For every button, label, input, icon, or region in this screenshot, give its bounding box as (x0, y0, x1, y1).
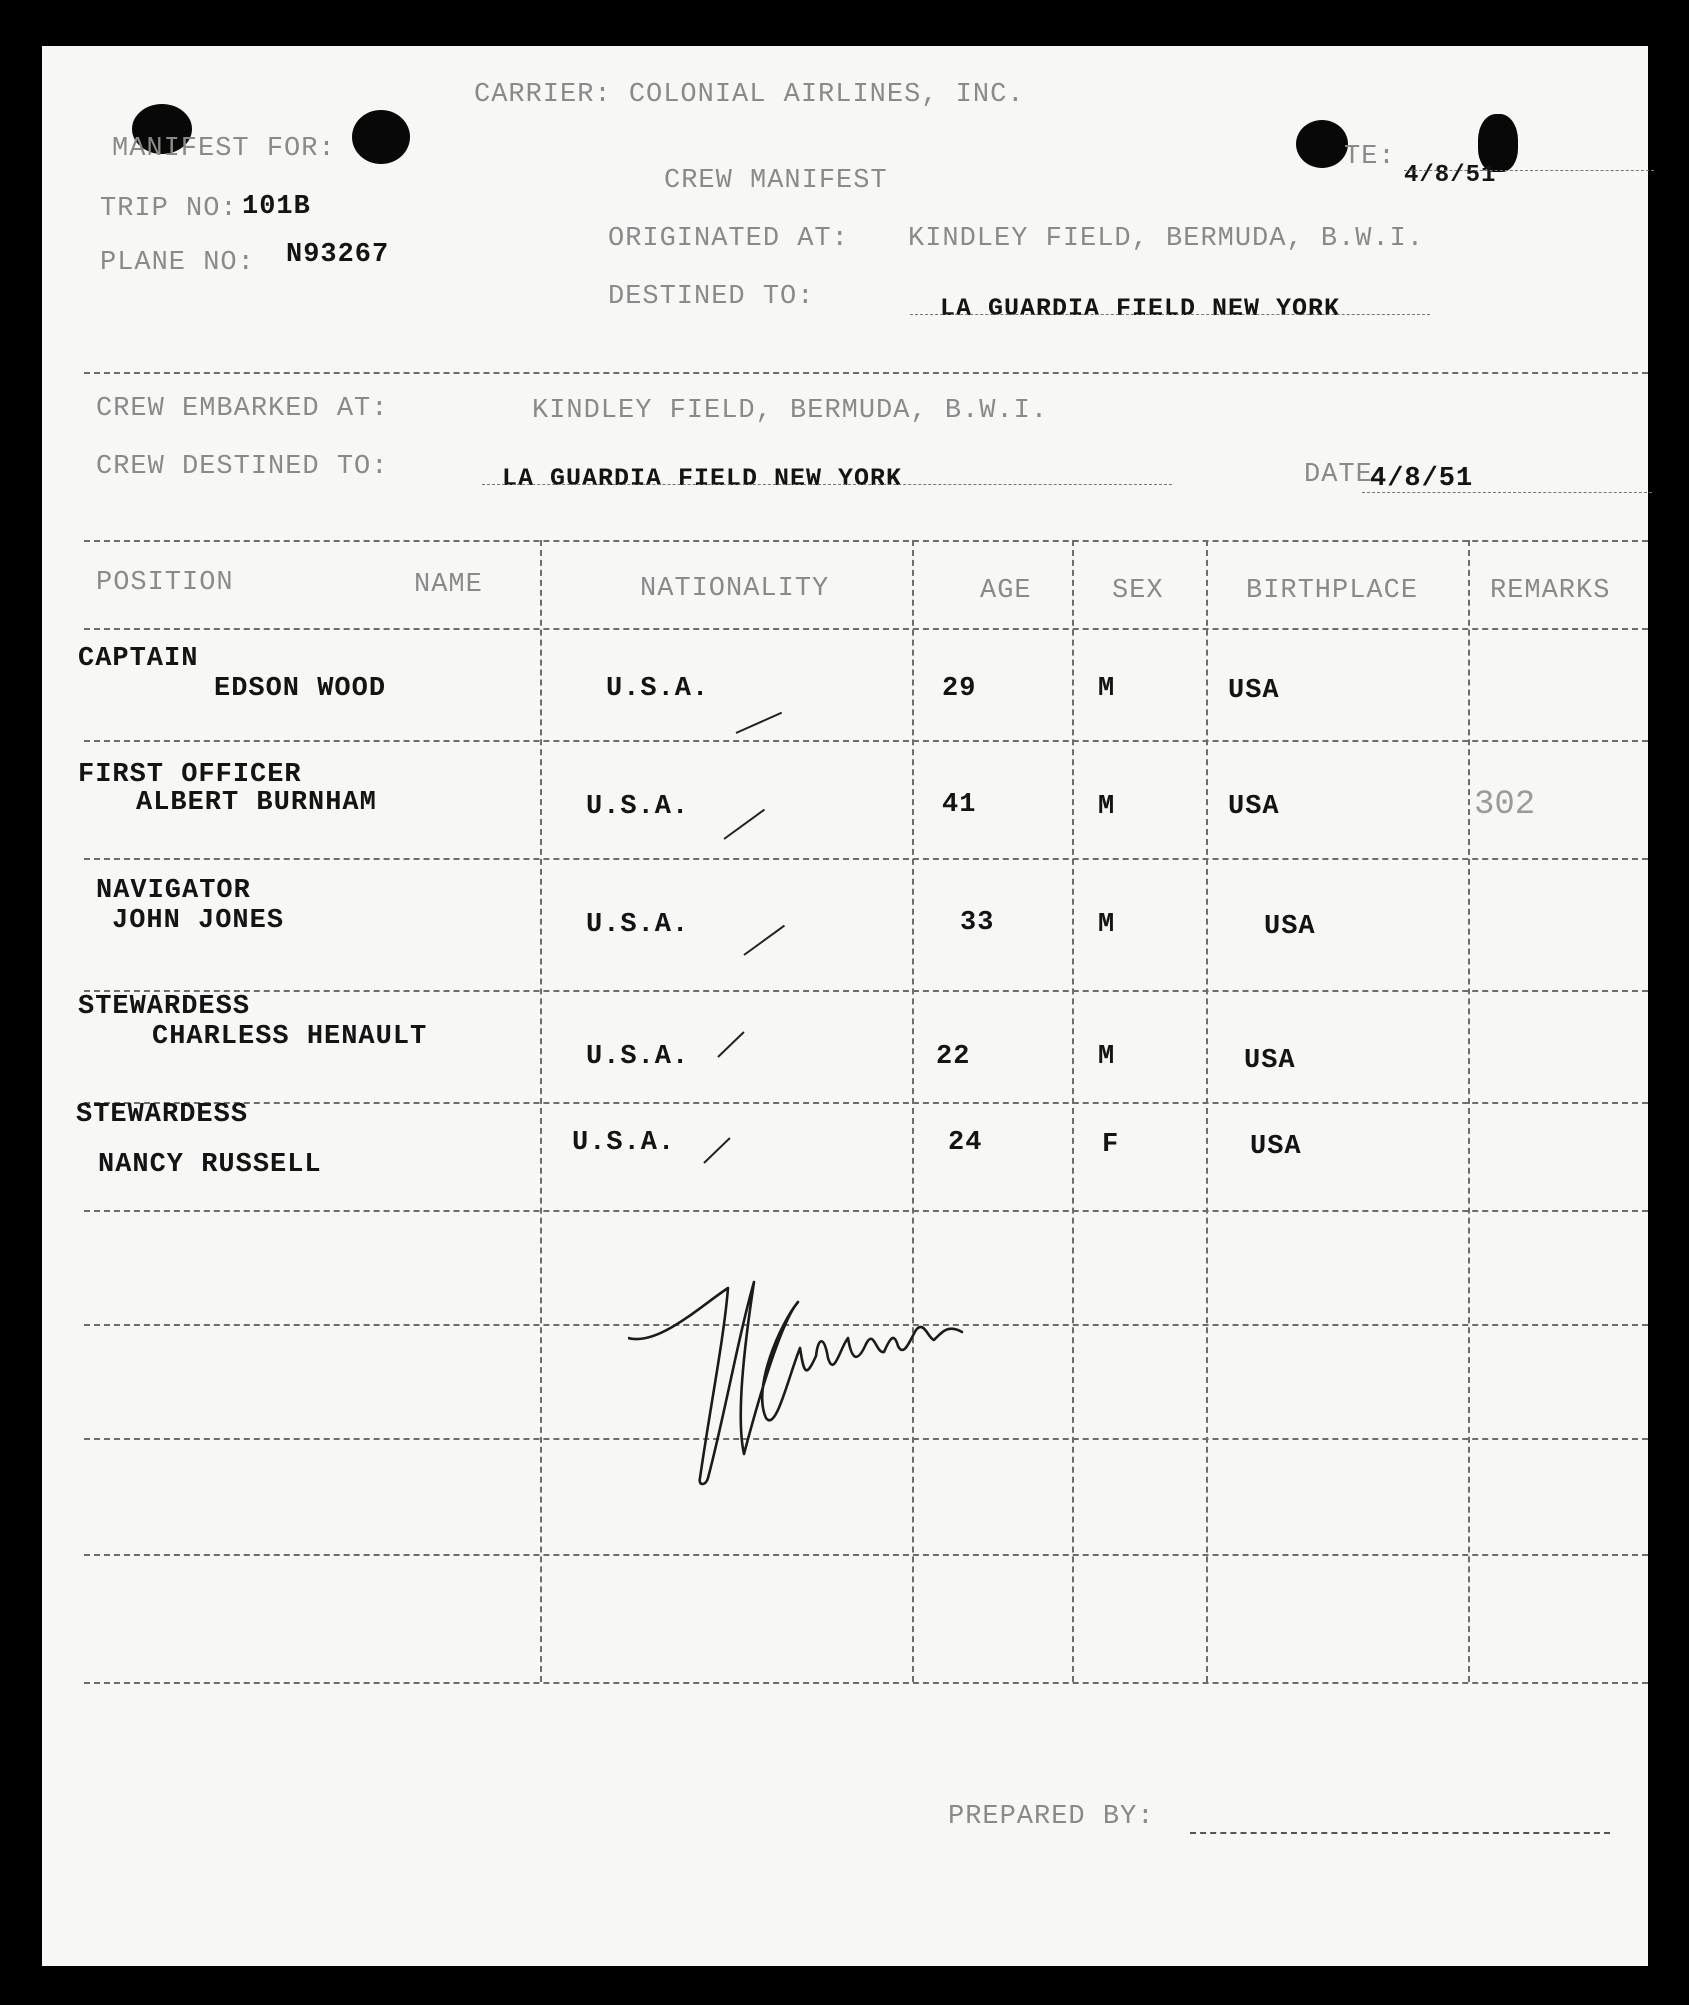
header-remarks: REMARKS (1490, 576, 1611, 606)
row-divider (84, 1210, 1648, 1212)
date-underline (1404, 170, 1654, 171)
redaction-blot (352, 110, 410, 164)
trip-label: TRIP NO: (100, 194, 238, 224)
row-2-age: 41 (942, 790, 977, 820)
manifest-title: CREW MANIFEST (664, 166, 888, 196)
row-4-age: 22 (936, 1042, 971, 1072)
row-5-nationality: U.S.A. (572, 1128, 676, 1158)
col-divider-birthplace-remarks (1468, 540, 1470, 1682)
row-5-position: STEWARDESS (76, 1100, 249, 1130)
plane-value: N93267 (286, 240, 390, 270)
col-divider-sex-birthplace (1206, 540, 1208, 1682)
header-birthplace: BIRTHPLACE (1246, 576, 1419, 606)
row-divider (84, 990, 1648, 992)
manifest-for-label: MANIFEST FOR: (112, 134, 336, 164)
header-name: NAME (414, 570, 483, 600)
row-5-name: NANCY RUSSELL (98, 1150, 322, 1180)
signature (628, 1228, 1068, 1498)
row-2-sex: M (1098, 792, 1116, 822)
row-4-birthplace: USA (1244, 1046, 1296, 1076)
row-divider (84, 1102, 1648, 1104)
row-5-birthplace: USA (1250, 1132, 1302, 1162)
destined-value: LA GUARDIA FIELD NEW YORK (940, 294, 1341, 323)
date-value-top: 4/8/51 (1404, 162, 1497, 189)
row-1-birthplace: USA (1228, 676, 1280, 706)
table-bottom-border (84, 1682, 1648, 1684)
col-divider-nationality-age (912, 540, 914, 1682)
row-3-nationality: U.S.A. (586, 910, 690, 940)
crew-date-label: DATE (1304, 460, 1373, 490)
crew-date-underline (1362, 492, 1652, 493)
checkmark (743, 925, 785, 956)
crew-destined-underline (482, 484, 1172, 485)
row-1-age: 29 (942, 674, 977, 704)
row-1-nationality: U.S.A. (606, 674, 710, 704)
header-position: POSITION (96, 568, 234, 598)
header-sex: SEX (1112, 576, 1164, 606)
row-5-sex: F (1102, 1130, 1120, 1160)
table-top-border (84, 540, 1648, 542)
col-divider-name-nationality (540, 540, 542, 1682)
row-3-age: 33 (960, 908, 995, 938)
redaction-blot (1296, 120, 1348, 168)
prepared-by-line (1190, 1832, 1610, 1834)
row-4-sex: M (1098, 1042, 1116, 1072)
crew-embarked-label: CREW EMBARKED AT: (96, 394, 389, 424)
row-1-sex: M (1098, 674, 1116, 704)
originated-value: KINDLEY FIELD, BERMUDA, B.W.I. (908, 224, 1425, 254)
prepared-by-label: PREPARED BY: (948, 1802, 1155, 1832)
trip-value: 101B (242, 192, 311, 222)
crew-embarked-value: KINDLEY FIELD, BERMUDA, B.W.I. (532, 396, 1049, 426)
row-3-birthplace: USA (1264, 912, 1316, 942)
carrier-line: CARRIER: COLONIAL AIRLINES, INC. (474, 80, 1025, 110)
row-4-name: CHARLESS HENAULT (152, 1022, 428, 1052)
row-2-birthplace: USA (1228, 792, 1280, 822)
manifest-page (42, 46, 1648, 1966)
row-2-remarks: 302 (1474, 786, 1536, 824)
table-header-border (84, 628, 1648, 630)
row-4-position: STEWARDESS (78, 992, 251, 1022)
plane-label: PLANE NO: (100, 248, 255, 278)
header-divider (84, 372, 1648, 374)
col-divider-age-sex (1072, 540, 1074, 1682)
crew-destined-value: LA GUARDIA FIELD NEW YORK (502, 464, 903, 493)
row-1-position: CAPTAIN (78, 644, 199, 674)
row-2-name: ALBERT BURNHAM (136, 788, 377, 818)
row-divider (84, 858, 1648, 860)
checkmark (703, 1137, 730, 1163)
header-nationality: NATIONALITY (640, 574, 830, 604)
originated-label: ORIGINATED AT: (608, 224, 849, 254)
row-1-name: EDSON WOOD (214, 674, 387, 704)
row-5-age: 24 (948, 1128, 983, 1158)
destined-label: DESTINED TO: (608, 282, 815, 312)
crew-date-value: 4/8/51 (1370, 464, 1474, 494)
destined-underline (910, 314, 1430, 315)
crew-destined-label: CREW DESTINED TO: (96, 452, 389, 482)
date-label-top: TE: (1344, 142, 1396, 172)
row-divider (84, 740, 1648, 742)
row-3-name: JOHN JONES (112, 906, 285, 936)
checkmark (736, 712, 782, 734)
row-3-sex: M (1098, 910, 1116, 940)
checkmark (723, 809, 765, 840)
row-2-position: FIRST OFFICER (78, 760, 302, 790)
row-3-position: NAVIGATOR (96, 876, 251, 906)
checkmark (717, 1031, 744, 1057)
row-2-nationality: U.S.A. (586, 792, 690, 822)
row-divider (84, 1554, 1648, 1556)
header-age: AGE (980, 576, 1032, 606)
row-4-nationality: U.S.A. (586, 1042, 690, 1072)
